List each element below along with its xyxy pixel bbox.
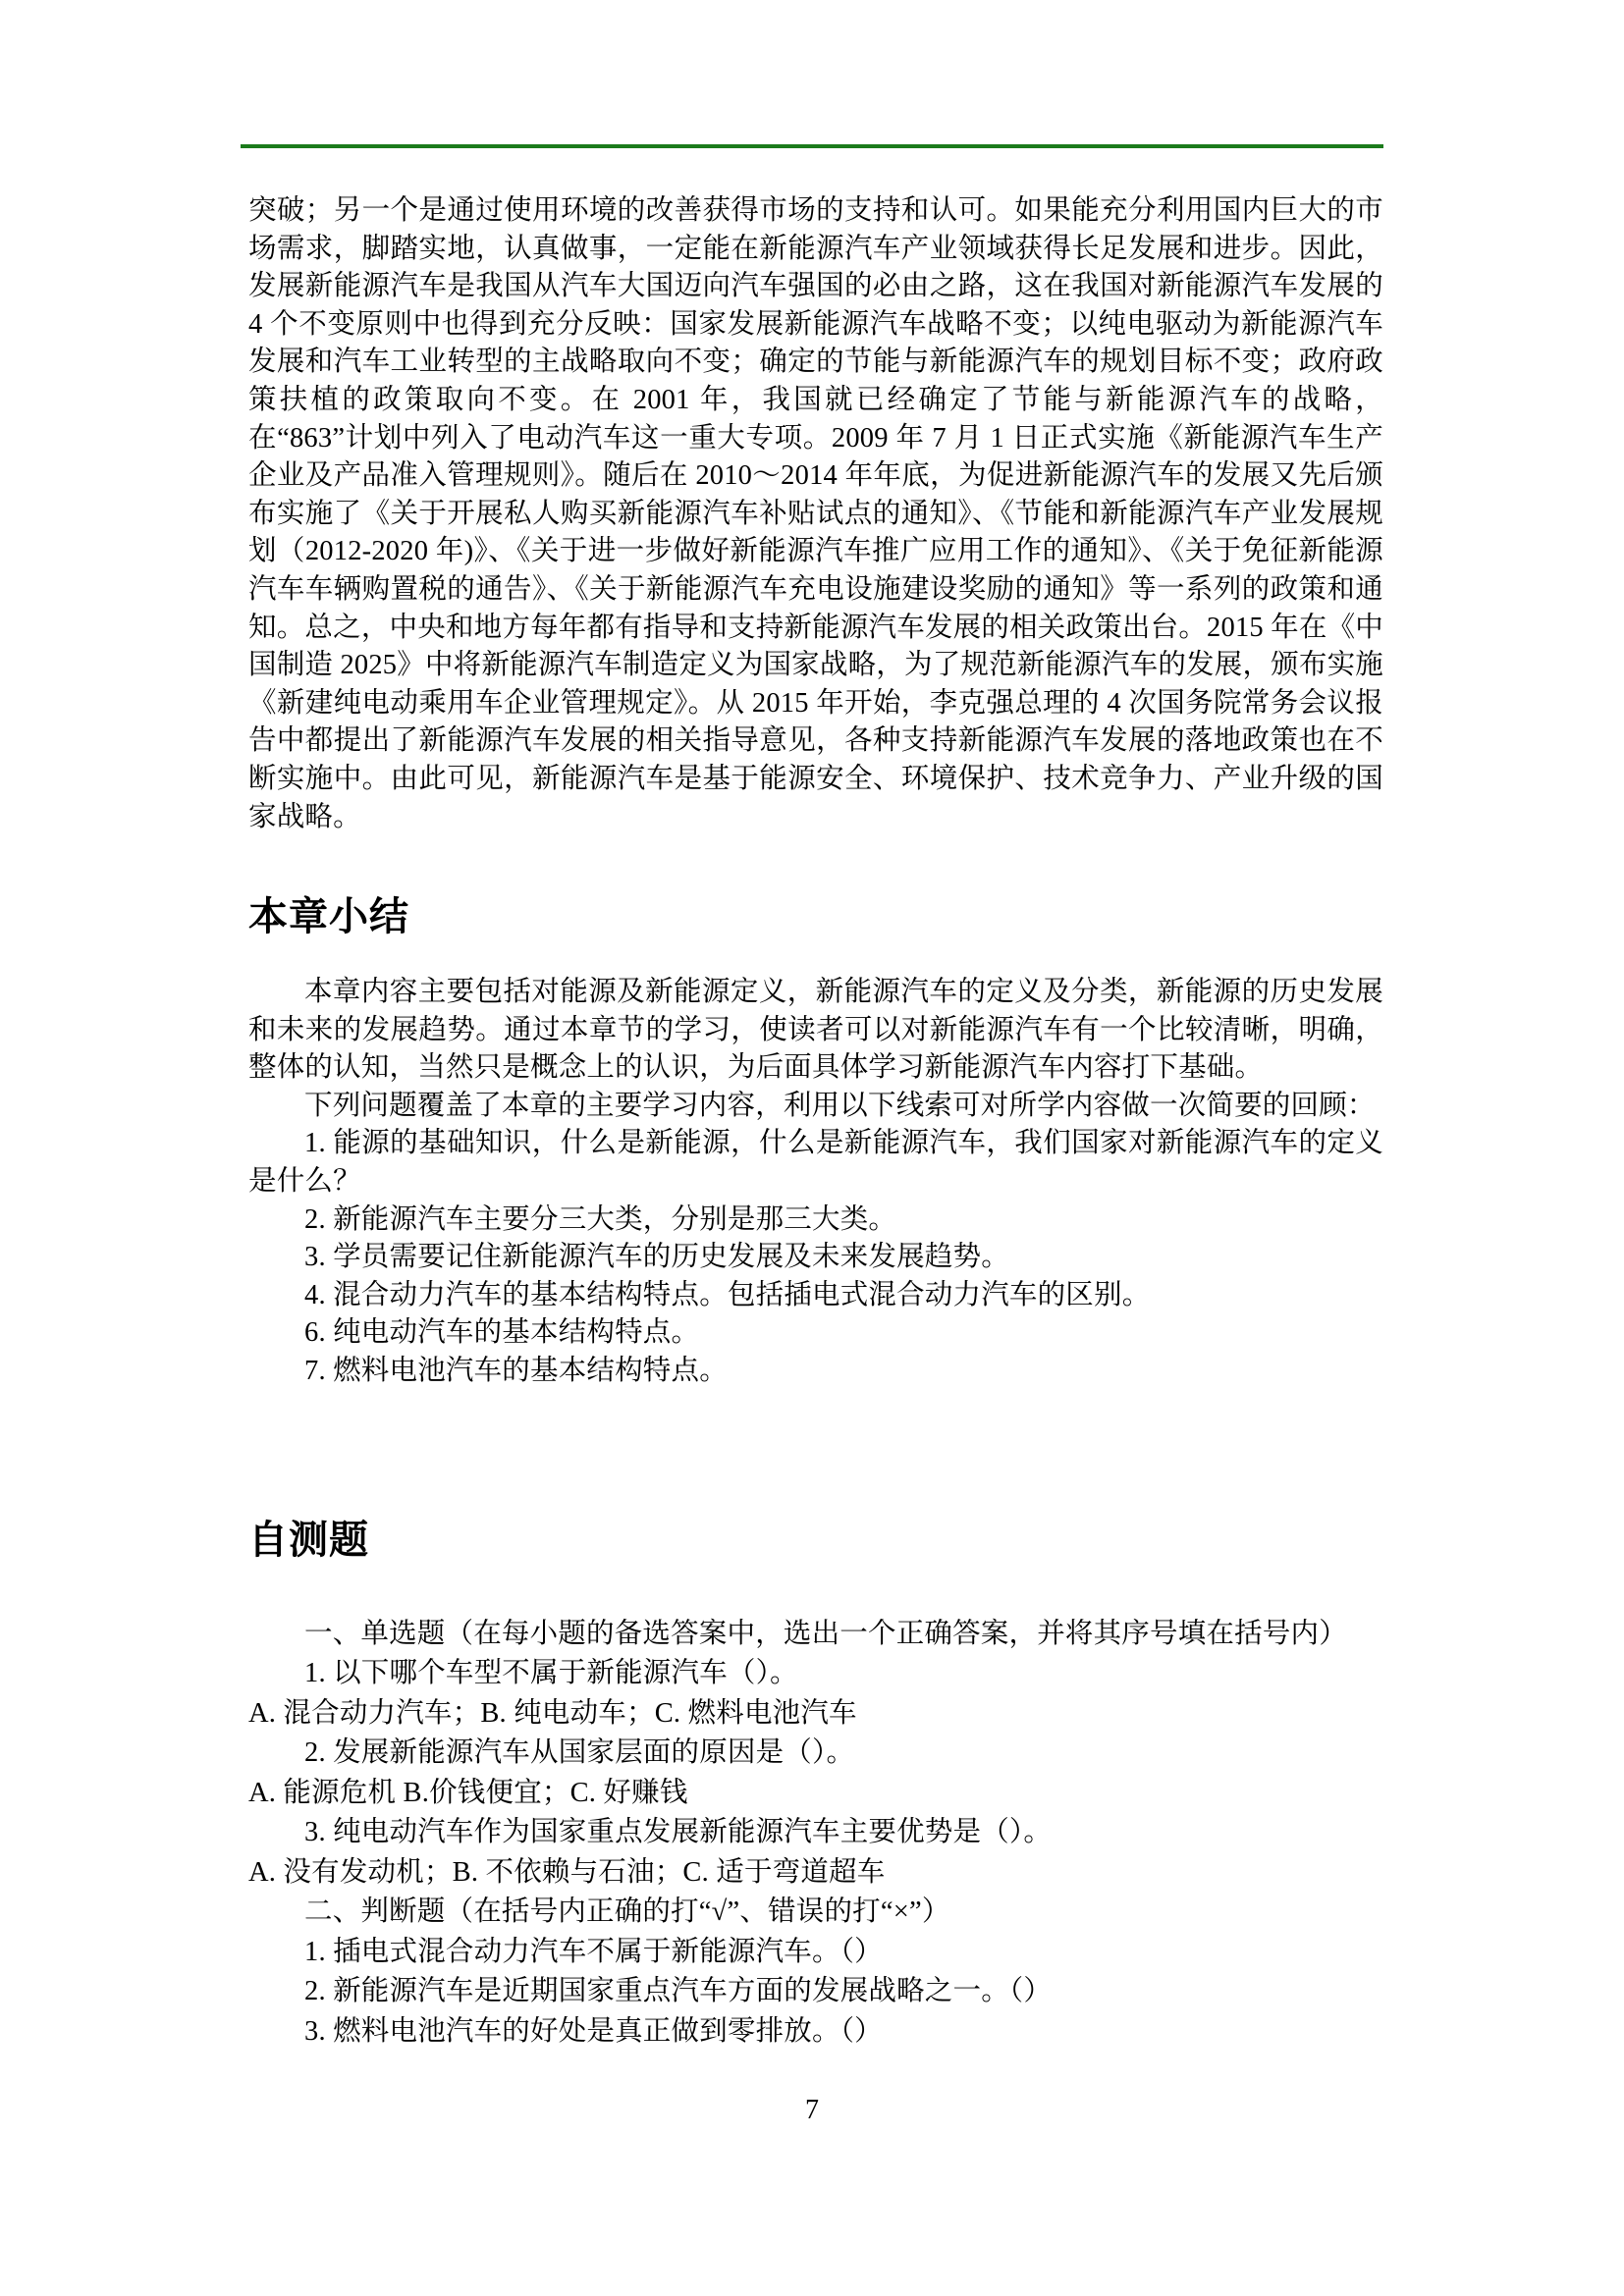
quiz-question-2: 2. 发展新能源汽车从国家层面的原因是（）。: [304, 1737, 855, 1769]
quiz-section-true-false: 二、判断题（在括号内正确的打“√”、错误的打“×”）: [304, 1896, 950, 1928]
quiz-tf-question-2: 2. 新能源汽车是近期国家重点汽车方面的发展战略之一。（）: [304, 1976, 1053, 2007]
summary-paragraph-2: 下列问题覆盖了本章的主要学习内容，利用以下线索可对所学内容做一次简要的回顾：: [304, 1090, 1376, 1121]
quiz-options-3: A. 没有发动机；B. 不依赖与石油；C. 适于弯道超车: [248, 1856, 886, 1888]
page-number: 7: [805, 2095, 819, 2125]
body-paragraph: 突破；另一个是通过使用环境的改善获得市场的支持和认可。如果能充分利用国内巨大的市场需求，脚踏实地，认真做事，一定能在新能源汽车产业领域获得长足发展和进步。因此，发展新能源汽车是我国从汽车大国迈向汽车强国的必由之路，这在我国对新能源汽车发展的 4 个不变原则中也得到充分反映：国家发展新能源汽车战略不变；以纯电驱动为新能源汽车发展和汽车工业转型的主战略取向不变；确定的节能与新能源汽车的规划目标不变；政府政策扶植的政策取向不变。在 2001 年，我国就已经确定了节能与新能源汽车的战略，在“863”计划中列入了电动汽车这一重大专项。2009 年 7 月 1 日正式实施《新能源汽车生产企业及产品准入管理规则》。随后在 2010～2014 年年底，为促进新能源汽车的发展又先后颁布实施了《关于开展私人购买新能源汽车补贴试点的通知》、《节能和新能源汽车产业发展规划（2012-2020 年)》、《关于进一步做好新能源汽车推广应用工作的通知》、《关于免征新能源汽车车辆购置税的通告》、《关于新能源汽车充电设施建设奖励的通知》等一系列的政策和通知。总之，中央和地方每年都有指导和支持新能源汽车发展的相关政策出台。2015 年在《中国制造 2025》中将新能源汽车制造定义为国家战略，为了规范新能源汽车的发展，颁布实施《新建纯电动乘用车企业管理规定》。从 2015 年开始，李克强总理的 4 次国务院常务会议报告中都提出了新能源汽车发展的相关指导意见，各种支持新能源汽车发展的落地政策也在不断实施中。由此可见，新能源汽车是基于能源安全、环境保护、技术竞争力、产业升级的国家战略。: [248, 195, 1383, 832]
review-item-4: 4. 混合动力汽车的基本结构特点。包括插电式混合动力汽车的区别。: [304, 1279, 1151, 1310]
review-item-1: 1. 能源的基础知识，什么是新能源，什么是新能源汽车，我们国家对新能源汽车的定义是什么？: [248, 1128, 1383, 1198]
page-content: [248, 192, 1383, 2052]
header-rule: [241, 144, 1383, 148]
quiz-question-1: 1. 以下哪个车型不属于新能源汽车（）。: [304, 1658, 798, 1689]
summary-paragraph-1: 本章内容主要包括对能源及新能源定义，新能源汽车的定义及分类，新能源的历史发展和未来的发展趋势。通过本章节的学习，使读者可以对新能源汽车有一个比较清晰，明确，整体的认知，当然只是概念上的认识，为后面具体学习新能源汽车内容打下基础。: [248, 977, 1383, 1084]
quiz-question-3: 3. 纯电动汽车作为国家重点发展新能源汽车主要优势是（）。: [304, 1817, 1053, 1848]
self-test-heading: 自测题: [248, 1517, 369, 1562]
review-item-3: 3. 学员需要记住新能源汽车的历史发展及未来发展趋势。: [304, 1242, 1009, 1273]
quiz-options-1: A. 混合动力汽车；B. 纯电动车；C. 燃料电池汽车: [248, 1697, 857, 1729]
quiz-section-single-choice: 一、单选题（在每小题的备选答案中，选出一个正确答案，并将其序号填在括号内）: [304, 1618, 1347, 1649]
quiz-options-2: A. 能源危机 B.价钱便宜；C. 好赚钱: [248, 1777, 688, 1808]
quiz-tf-question-3: 3. 燃料电池汽车的好处是真正做到零排放。（）: [304, 2015, 883, 2047]
review-item-2: 2. 新能源汽车主要分三大类，分别是那三大类。: [304, 1203, 897, 1235]
quiz-tf-question-1: 1. 插电式混合动力汽车不属于新能源汽车。（）: [304, 1936, 883, 1967]
review-item-7: 7. 燃料电池汽车的基本结构特点。: [304, 1356, 728, 1387]
chapter-summary-heading: 本章小结: [248, 894, 409, 939]
review-item-6: 6. 纯电动汽车的基本结构特点。: [304, 1317, 700, 1349]
